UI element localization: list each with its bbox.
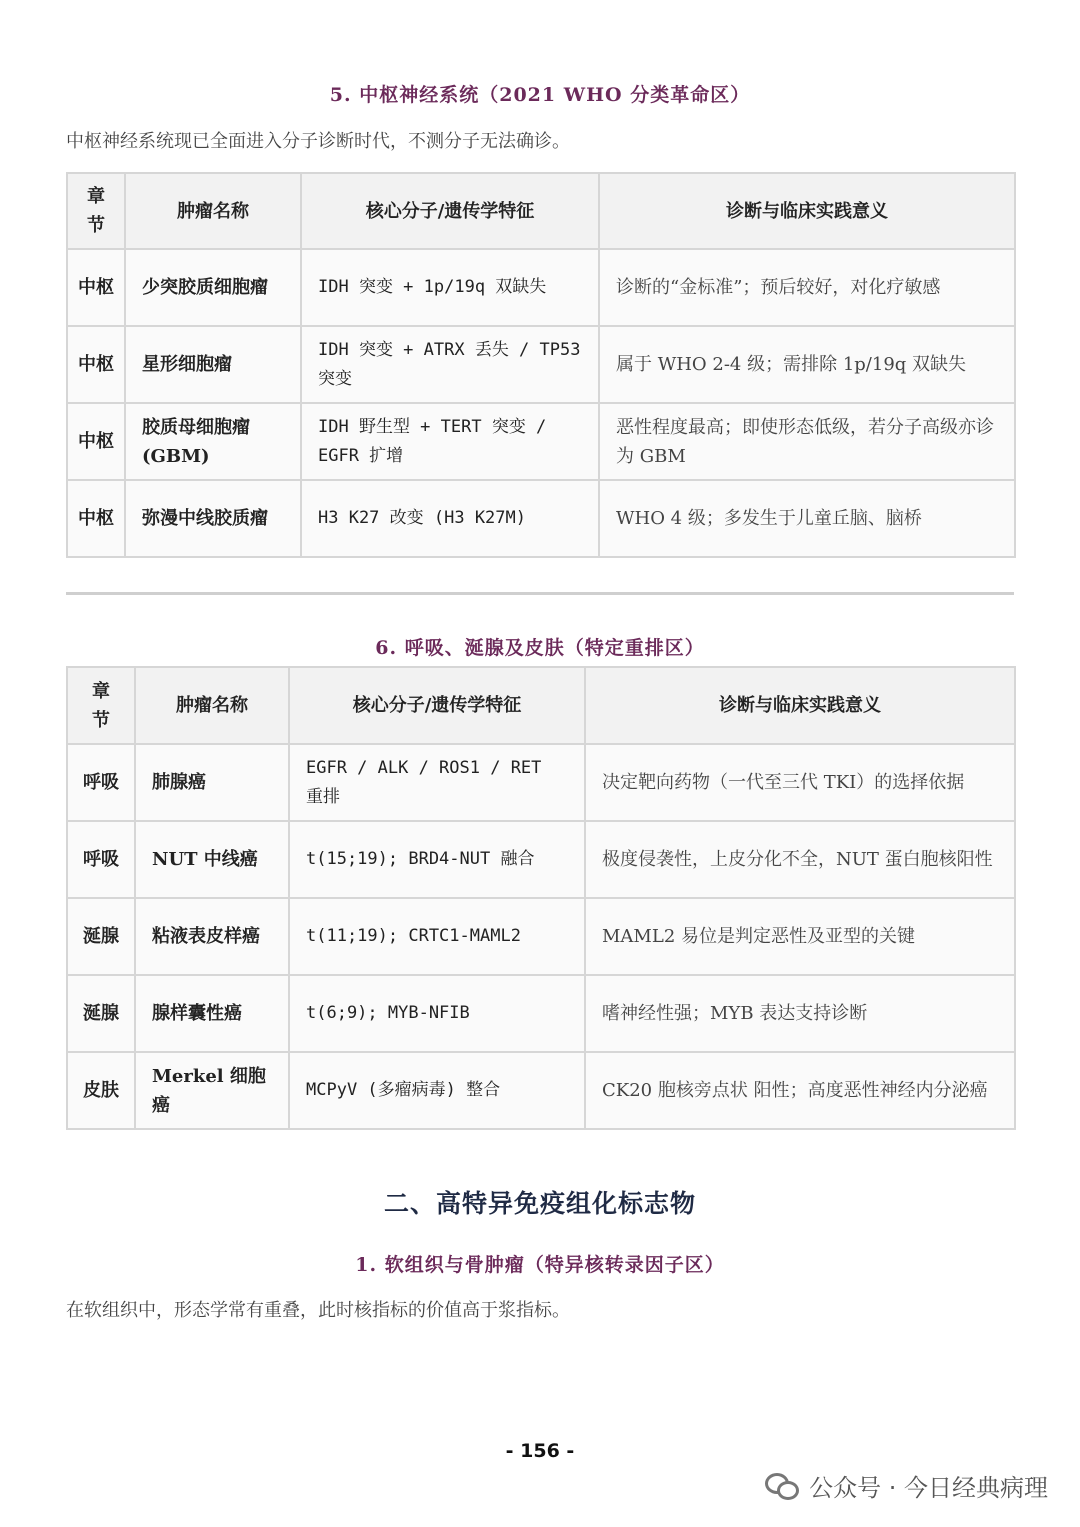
table-row [67, 744, 1015, 821]
table-row [67, 898, 1015, 975]
cell-tumor-name: 弥漫中线胶质瘤 [125, 480, 301, 557]
cell-chapter: 呼吸 [67, 821, 135, 898]
cell-significance: 嗜神经性强；MYB 表达支持诊断 [585, 975, 1015, 1052]
cell-molecular: IDH 野生型 + TERT 突变 / EGFR 扩增 [301, 403, 599, 480]
part2-sub-heading: 1. 软组织与骨肿瘤（特异核转录因子区） [355, 1254, 725, 1276]
cell-significance: WHO 4 级；多发生于儿童丘脑、脑桥 [599, 480, 1015, 557]
cell-significance: CK20 胞核旁点状 阳性；高度恶性神经内分泌癌 [585, 1052, 1015, 1129]
wechat-watermark [765, 1465, 1048, 1505]
table-row [67, 326, 1015, 403]
cell-chapter: 皮肤 [67, 1052, 135, 1129]
cell-chapter: 中枢 [67, 403, 125, 480]
cell-molecular: EGFR / ALK / ROS1 / RET 重排 [289, 744, 585, 821]
cell-tumor-name: 粘液表皮样癌 [135, 898, 289, 975]
section6-heading: 6. 呼吸、涎腺及皮肤（特定重排区） [375, 637, 705, 659]
section5-heading: 5. 中枢神经系统（2021 WHO 分类革命区） [329, 84, 751, 106]
cell-tumor-name: 胶质母细胞瘤(GBM) [125, 403, 301, 480]
cell-tumor-name: 肺腺癌 [135, 744, 289, 821]
table-row [67, 480, 1015, 557]
cell-significance: 诊断的“金标准”；预后较好，对化疗敏感 [599, 249, 1015, 326]
header-significance: 诊断与临床实践意义 [599, 173, 1015, 249]
header-molecular: 核心分子/遗传学特征 [289, 667, 585, 744]
cell-molecular: IDH 突变 + 1p/19q 双缺失 [301, 249, 599, 326]
cell-chapter: 中枢 [67, 249, 125, 326]
cell-tumor-name: Merkel 细胞癌 [135, 1052, 289, 1129]
page-number: - 156 - [505, 1440, 575, 1462]
table-header-row [67, 173, 1015, 249]
cell-chapter: 中枢 [67, 480, 125, 557]
cell-molecular: MCPyV (多瘤病毒) 整合 [289, 1052, 585, 1129]
cell-significance: 决定靶向药物（一代至三代 TKI）的选择依据 [585, 744, 1015, 821]
table-row [67, 249, 1015, 326]
cell-significance: 恶性程度最高；即使形态低级，若分子高级亦诊为 GBM [599, 403, 1015, 480]
section6-table [66, 666, 1016, 1130]
table-row [67, 1052, 1015, 1129]
cell-tumor-name: NUT 中线癌 [135, 821, 289, 898]
cell-molecular: t(6;9); MYB-NFIB [289, 975, 585, 1052]
header-chapter: 章节 [67, 667, 135, 744]
header-tumor-name: 肿瘤名称 [125, 173, 301, 249]
wechat-icon [765, 1471, 799, 1499]
section5-table [66, 172, 1016, 558]
cell-significance: 属于 WHO 2-4 级；需排除 1p/19q 双缺失 [599, 326, 1015, 403]
cell-tumor-name: 少突胶质细胞瘤 [125, 249, 301, 326]
cell-molecular: t(15;19); BRD4-NUT 融合 [289, 821, 585, 898]
cell-tumor-name: 腺样囊性癌 [135, 975, 289, 1052]
header-chapter: 章节 [67, 173, 125, 249]
cell-chapter: 涎腺 [67, 898, 135, 975]
cell-significance: MAML2 易位是判定恶性及亚型的关键 [585, 898, 1015, 975]
header-molecular: 核心分子/遗传学特征 [301, 173, 599, 249]
cell-molecular: IDH 突变 + ATRX 丢失 / TP53 突变 [301, 326, 599, 403]
section5-intro: 中枢神经系统现已全面进入分子诊断时代，不测分子无法确诊。 [66, 131, 570, 152]
cell-chapter: 呼吸 [67, 744, 135, 821]
cell-molecular: t(11;19); CRTC1-MAML2 [289, 898, 585, 975]
cell-chapter: 中枢 [67, 326, 125, 403]
header-significance: 诊断与临床实践意义 [585, 667, 1015, 744]
part2-heading: 二、高特异免疫组化标志物 [383, 1189, 696, 1218]
cell-chapter: 涎腺 [67, 975, 135, 1052]
table-row [67, 821, 1015, 898]
part2-intro: 在软组织中，形态学常有重叠，此时核指标的价值高于浆指标。 [66, 1300, 570, 1321]
header-tumor-name: 肿瘤名称 [135, 667, 289, 744]
cell-significance: 极度侵袭性，上皮分化不全，NUT 蛋白胞核阳性 [585, 821, 1015, 898]
table-header-row [67, 667, 1015, 744]
table-row [67, 975, 1015, 1052]
cell-tumor-name: 星形细胞瘤 [125, 326, 301, 403]
watermark-text: 公众号 · 今日经典病理 [809, 1473, 1048, 1502]
table-row [67, 403, 1015, 480]
cell-molecular: H3 K27 改变 (H3 K27M) [301, 480, 599, 557]
section-divider [66, 592, 1014, 595]
